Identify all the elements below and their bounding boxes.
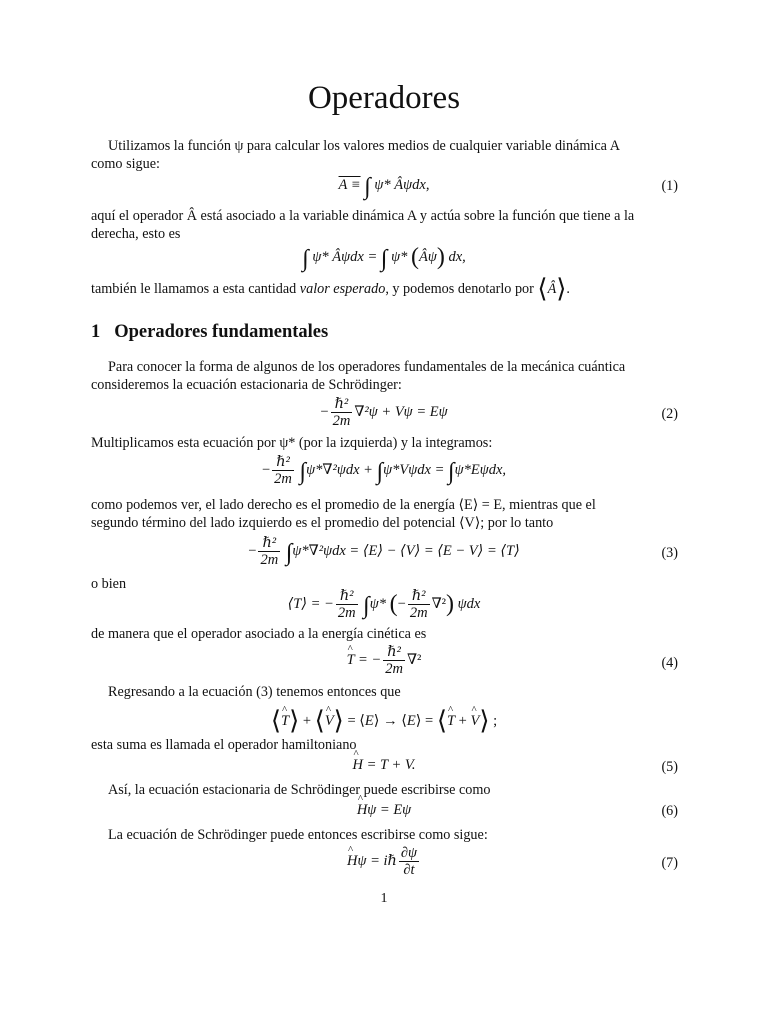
page-number: 1: [380, 891, 388, 906]
eq3-fraction: [258, 535, 280, 568]
eq-int-c: Âψ: [418, 249, 437, 265]
eq2-rest: ∇²ψ + Vψ = Eψ: [354, 403, 448, 420]
eq-int-a: ψ* Âψdx =: [312, 249, 378, 265]
equation-kinetic-average: ⟨T⟩ = − $\frac{\text{ℏ²}}{2m}$ ∫ψ* (− $\frac{\text{ℏ²}}{2m}$ ∇²) ψdx: [287, 588, 481, 621]
para8: Así, la ecuación estacionaria de Schrödinger puede escribirse como: [108, 782, 491, 798]
equation-7-number: (7): [661, 855, 678, 871]
para3-line-1: como podemos ver, el lado derecho es el promedio de la energía ⟨E⟩ = E, mientras que el: [91, 497, 596, 513]
section-heading: [91, 322, 328, 343]
eqb-inner-denominator: 2m: [409, 605, 428, 621]
intro-line-4: derecha, esto es: [91, 226, 181, 242]
section-number: 1: [91, 322, 101, 342]
eqb-denominator: 2m: [337, 605, 356, 621]
equation-2: − $\frac{\text{ℏ²}}{2m}$ ∇²ψ + Vψ = Eψ: [320, 396, 448, 429]
para1-line-1: Para conocer la forma de algunos de los operadores fundamentales de la mecánica cuántica: [108, 359, 626, 375]
intro-line-5-b: , y podemos denotarlo por: [385, 281, 534, 297]
equation-3: − $\frac{\text{ℏ²}}{2m}$ ∫ψ*∇²ψdx = ⟨E⟩ − ⟨V⟩ = ⟨E − V⟩ = ⟨T⟩: [248, 535, 520, 568]
eq2-numerator: ℏ²: [331, 396, 353, 413]
eqa-denominator: 2m: [274, 471, 292, 487]
left-paren: (: [410, 244, 419, 270]
para7: esta suma es llamada el operador hamiltoniano: [91, 737, 357, 753]
intro-line-5: también le llamamos a esta cantidad valor esperado, y podemos denotarlo por ⟨Â⟩.: [91, 274, 570, 303]
eqa-term-2: ψ*Vψdx =: [383, 461, 445, 478]
eq7-numerator: ∂ψ: [400, 845, 418, 861]
left-angle: ⟨: [314, 706, 325, 735]
eqb-inner-numerator: ℏ²: [408, 588, 430, 605]
right-angle: ⟩: [333, 706, 344, 735]
para6: Regresando a la ecuación (3) tenemos entonces que: [108, 684, 401, 700]
eqb-mid: ψ*: [369, 595, 387, 612]
eq2-denominator: 2m: [332, 413, 351, 429]
eq-int-d: dx,: [448, 249, 466, 265]
intro-line-2: como sigue:: [91, 156, 160, 172]
eq4-denominator: 2m: [385, 661, 403, 677]
para1-line-2: consideremos la ecuación estacionaria de Schrödinger:: [91, 377, 402, 393]
integral-sign: ∫: [376, 458, 384, 485]
intro-line-5-c: Â: [547, 281, 557, 297]
eq7-lhs: ^ Hψ = iℏ: [347, 853, 397, 870]
left-paren: (: [389, 590, 398, 617]
intro-line-5-a: también le llamamos a esta cantidad: [91, 281, 297, 297]
equation-4-number: (4): [661, 655, 678, 671]
eqb-end: ψdx: [457, 595, 481, 612]
right-angle: ⟩: [289, 706, 300, 735]
equation-1-number: (1): [661, 178, 678, 194]
eq1-lhs: A ≡: [338, 177, 361, 193]
page-title: Operadores: [307, 80, 461, 116]
para5: de manera que el operador asociado a la energía cinética es: [91, 626, 427, 642]
equation-6-number: (6): [661, 803, 678, 819]
eqb-fraction: [336, 588, 358, 621]
eq7-fraction: [399, 845, 419, 878]
intro-line-1: Utilizamos la función ψ para calcular los valores medios de cualquier variable dinámica A: [108, 138, 620, 154]
para9: La ecuación de Schrödinger puede entonces escribirse como sigue:: [108, 827, 488, 843]
equation-hamiltonian-sum: ⟨^ T⟩ + ⟨^ V⟩ = ⟨E⟩ → ⟨E⟩ = ⟨^ T + ^ V⟩ ;: [0, 706, 768, 736]
eqc-t: ^ T: [281, 713, 289, 730]
eq4-fraction: [383, 644, 405, 677]
left-angle: ⟨: [270, 706, 281, 735]
eq2-fraction: [331, 396, 353, 429]
equation-3-number: (3): [661, 545, 678, 561]
eq4-numerator: ℏ²: [383, 644, 405, 661]
equation-2-number: (2): [661, 406, 678, 422]
right-angle: ⟩: [479, 706, 490, 735]
eq3-denominator: 2m: [260, 552, 279, 568]
integral-sign: ∫: [380, 246, 388, 272]
eq7-denominator: ∂t: [403, 862, 415, 878]
eq-int-b: ψ*: [391, 249, 408, 265]
equation-multiplied: − $\frac{\text{ℏ²}}{2m}$ ∫ψ*∇²ψdx + ∫ψ*Vψdx = ∫ψ*Eψdx,: [261, 454, 507, 487]
integral-sign: ∫: [448, 458, 455, 485]
eq5: ^ H = T + V.: [353, 757, 416, 774]
para3-line-2: segundo término del lado izquierdo es el promedio del potencial ⟨V⟩; por lo tanto: [91, 515, 554, 531]
integral-sign: ∫: [363, 592, 370, 619]
eq4-rest: ∇²: [406, 651, 422, 668]
equation-expectation: [0, 244, 768, 273]
right-paren: ): [436, 244, 445, 270]
integral-sign: ∫: [364, 174, 371, 200]
intro-line-5-emphasis: valor esperado: [299, 281, 386, 297]
integral-sign: ∫: [299, 458, 307, 485]
eq6: ^ Hψ = Eψ: [357, 802, 411, 819]
para2: Multiplicamos esta ecuación por ψ* (por la izquierda) y la integramos:: [91, 435, 493, 451]
eq4-lhs: ^ T = −: [347, 652, 382, 669]
equation-5-number: (5): [661, 759, 678, 775]
eqa-fraction: [272, 454, 294, 487]
eqb-lhs: ⟨T⟩ = −: [287, 595, 334, 612]
eq1-rhs: ψ* Âψdx,: [374, 177, 430, 193]
eqa-numerator: ℏ²: [272, 454, 294, 471]
para4: o bien: [91, 576, 127, 592]
left-angle: ⟨: [436, 706, 447, 735]
intro-line-3: aquí el operador Â está asociado a la variable dinámica A y actúa sobre la función que tiene a la: [91, 208, 635, 224]
eq3-rest: ψ*∇²ψdx = ⟨E⟩ − ⟨V⟩ = ⟨E − V⟩ = ⟨T⟩: [292, 542, 520, 559]
eqa-term-1: ψ*∇²ψdx +: [306, 461, 373, 478]
right-angle: ⟩: [556, 274, 567, 303]
eqb-numerator: ℏ²: [336, 588, 358, 605]
eqa-term-3: ψ*Eψdx,: [454, 461, 507, 478]
eqc-v: ^ V: [325, 713, 334, 730]
eq3-numerator: ℏ²: [258, 535, 280, 552]
eqb-inner-fraction: [408, 588, 430, 621]
right-paren: ): [446, 590, 455, 617]
integral-sign: ∫: [285, 539, 293, 566]
section-title: Operadores fundamentales: [114, 322, 329, 342]
left-angle: ⟨: [537, 274, 548, 303]
integral-sign: ∫: [302, 246, 309, 272]
eqb-inner: ∇²: [431, 595, 447, 612]
